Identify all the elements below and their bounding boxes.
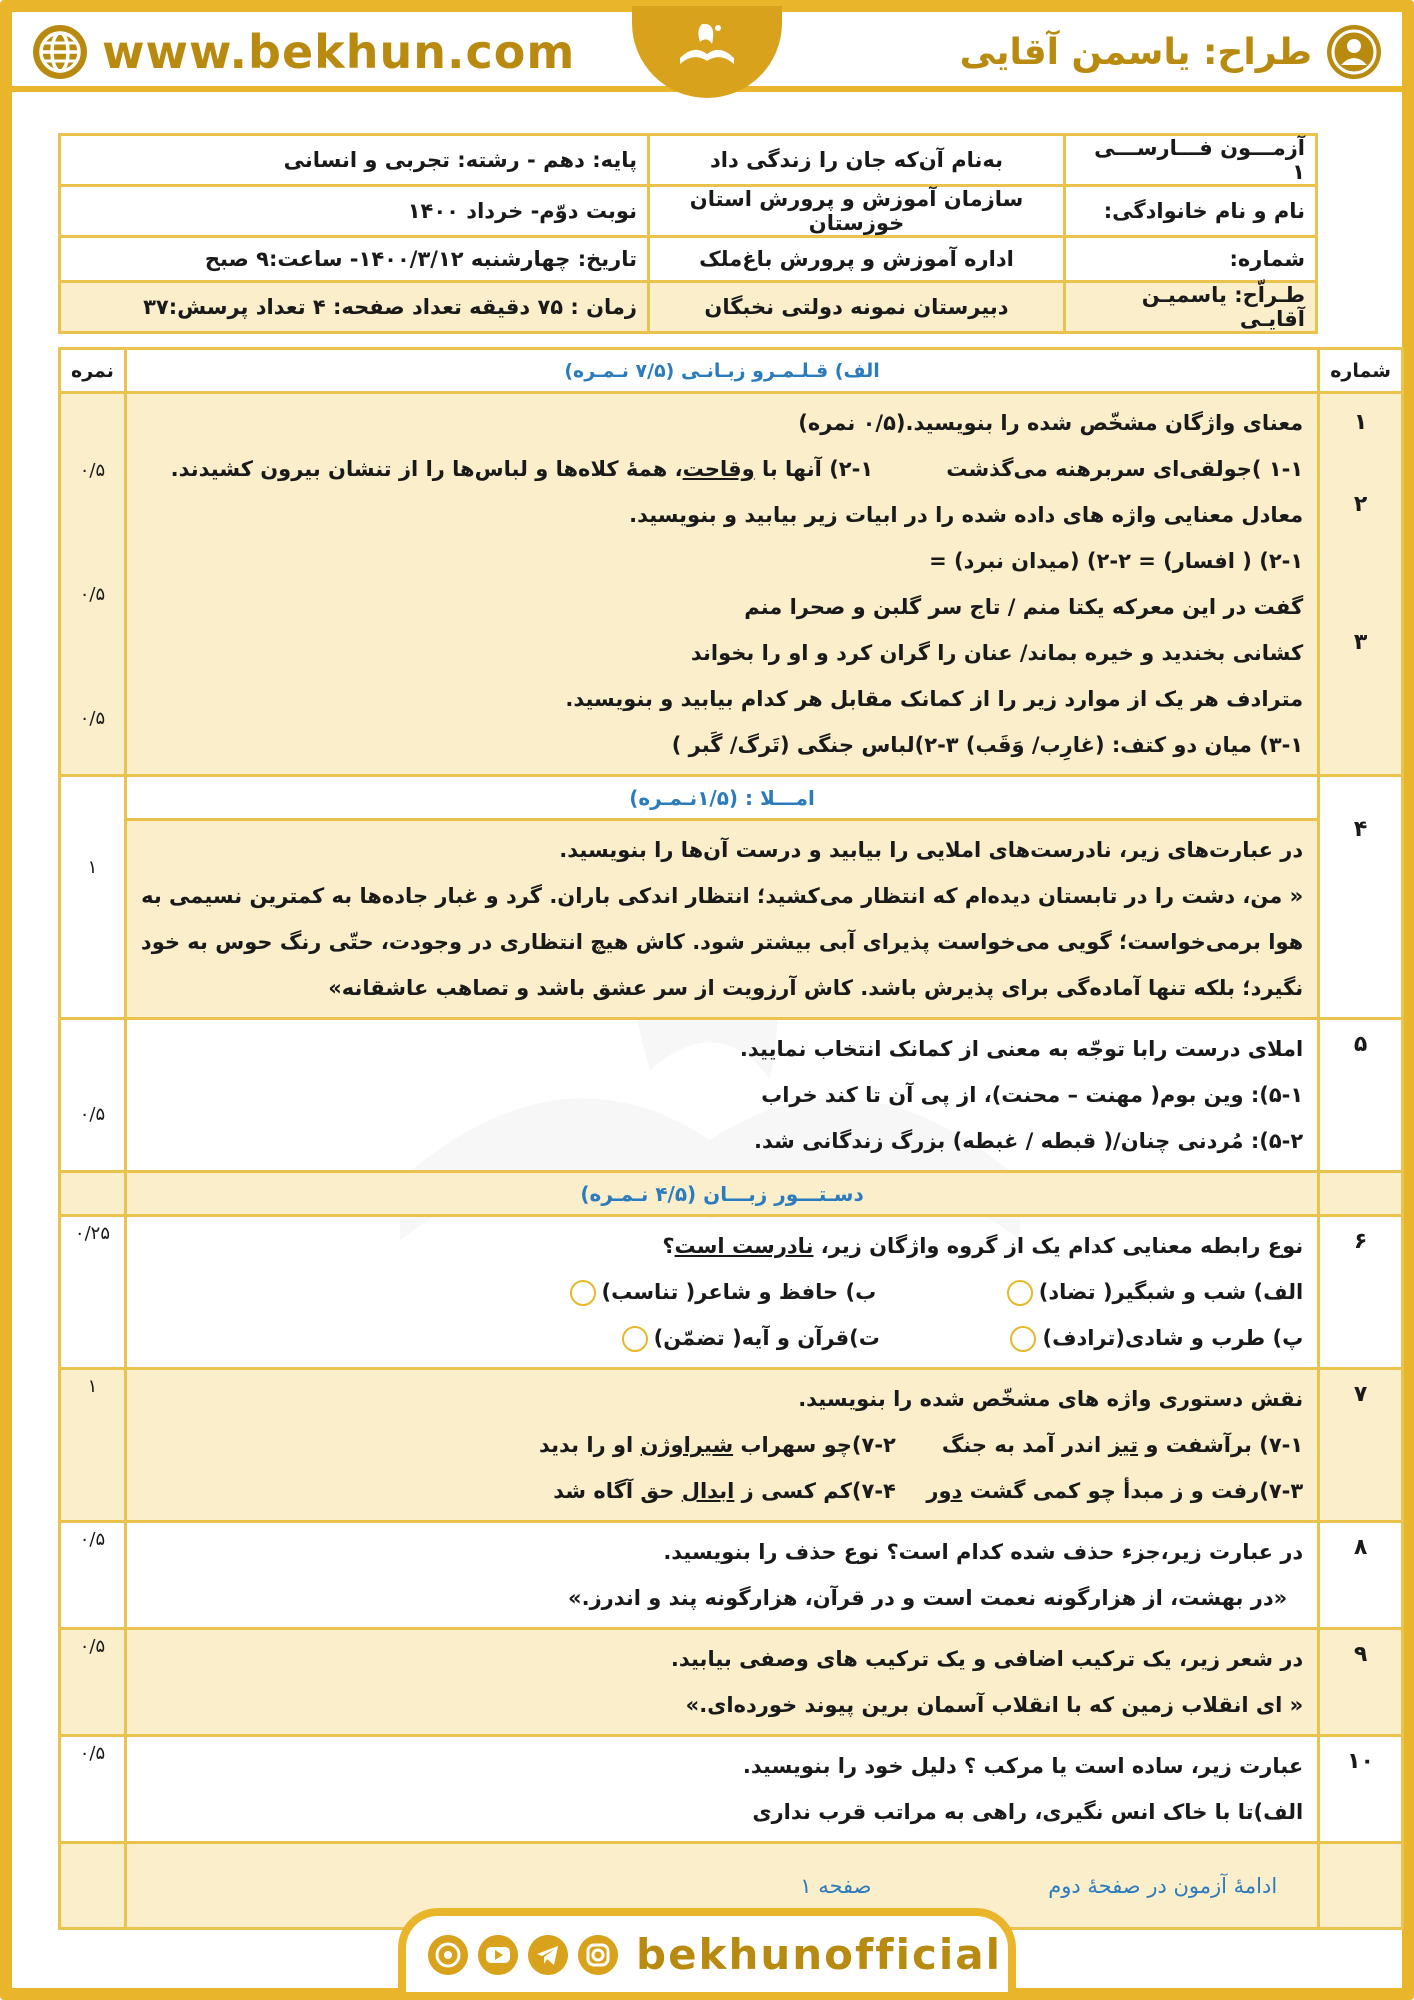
- q10-text: الف)تا با خاک انس نگیری، راهی به مراتب قرب نداری: [752, 1800, 1304, 1824]
- question-score: ۰/۵: [60, 1736, 126, 1843]
- name-field: نام و نام خانوادگی:: [1065, 186, 1317, 237]
- question-number: ۱۰: [1319, 1736, 1403, 1843]
- q9-title: در شعر زیر، یک ترکیب اضافی و یک ترکیب های وصفی بیابید.: [670, 1647, 1304, 1671]
- q4-title: در عبارت‌های زیر، نادرست‌های املایی را بیابید و درست آن‌ها را بنویسید.: [559, 838, 1304, 862]
- social-links: [428, 1930, 1002, 1979]
- q6-title-end: ؟: [662, 1234, 675, 1258]
- question-body: [125, 393, 1318, 776]
- q2-title: معادل معنایی واژه های داده شده را در ابیات زیر بیابید و بنویسید.: [629, 503, 1304, 527]
- section-row: [60, 1172, 1403, 1216]
- q2-verse-1: گفت در این معرکه یکتا منم / تاج سر گلبن و صحرا منم: [744, 595, 1304, 619]
- q1-score: ۰/۵: [79, 460, 106, 481]
- question-number: ۵: [1319, 1019, 1403, 1172]
- question-number: ۶: [1319, 1216, 1403, 1369]
- question-body: [125, 1629, 1318, 1736]
- social-bar: [398, 1908, 1016, 1992]
- q7-item-3-text: ۷-۳)رفت و ز مبدأ چو کمی گشت: [962, 1479, 1304, 1503]
- question-row: [60, 1629, 1403, 1736]
- school-name: دبیرستان نمونه دولتی نخبگان: [649, 282, 1065, 333]
- q2-score: ۰/۵: [79, 584, 106, 605]
- q5-item-1: ۵-۱): وین بوم( مهنت – محنت)، از پی آن تا کند خراب: [761, 1083, 1304, 1107]
- social-handle[interactable]: bekhunofficial: [636, 1930, 1003, 1979]
- time-field: زمان : ۷۵ دقیقه تعداد صفحه: ۴ تعداد پرسش:۳۷: [60, 282, 649, 333]
- q7-item-2-text: ۷-۲)چو سهراب: [733, 1433, 896, 1457]
- org-line-2: اداره آموزش و پرورش باغ‌ملک: [649, 237, 1065, 282]
- q7-row-1: [141, 1422, 1303, 1468]
- date-field: تاریخ: چهارشنبه ۱۴۰۰/۳/۱۲- ساعت:۹ صبح: [60, 237, 649, 282]
- question-row: [60, 1522, 1403, 1629]
- exam-header-table: [58, 133, 1318, 334]
- q6-title: [141, 1223, 1303, 1269]
- question-row: [60, 1369, 1403, 1522]
- question-score: ۱: [60, 776, 126, 1019]
- book-logo-icon: [672, 14, 742, 84]
- q6-option-te: ت)قرآن و آیه( تضمّن): [653, 1326, 880, 1350]
- q8-text: «در بهشت، از هزارگونه نعمت است و در قرآن، هزارگونه پند و اندرز.»: [568, 1586, 1288, 1610]
- q7-item-4-text: ۷-۴)کم کسی ز: [734, 1479, 896, 1503]
- q3-title: مترادف هر یک از موارد زیر را از کمانک مقابل هر کدام بیابید و بنویسید.: [565, 687, 1304, 711]
- q6-option-alef: الف) شب و شبگیر( تضاد): [1038, 1280, 1304, 1304]
- site-url[interactable]: www.bekhun.com: [102, 25, 576, 79]
- q3-items: ۳-۱) میان دو کتف: (غارِب/ وَقَب) ۳-۲)لباس جنگی (تَرگ/ گَبر ): [671, 733, 1304, 757]
- q1-title: معنای واژگان مشخّص شده را بنویسید.(۰/۵ نمره): [798, 411, 1304, 435]
- q7-row-2: [141, 1468, 1303, 1514]
- q7-item-1-underlined: تیز: [1108, 1433, 1139, 1457]
- question-row: [60, 1736, 1403, 1843]
- designer-badge: [960, 24, 1382, 80]
- bism-line: به‌نام آن‌که جان را زندگی داد: [649, 135, 1065, 186]
- q7-item-1: [903, 1422, 1303, 1468]
- section-title-dastur: دسـتـــور زبـــان (۴/۵ نـمـره): [125, 1172, 1318, 1216]
- question-row: [60, 820, 1403, 1019]
- q6-option-pe: پ) طرب و شادی(ترادف): [1042, 1326, 1304, 1350]
- instagram-icon[interactable]: [578, 1935, 618, 1975]
- q6-underlined: نادرست است: [674, 1234, 814, 1258]
- grade-field: پایه: دهم - رشته: تجربی و انسانی: [60, 135, 649, 186]
- question-body: [125, 1736, 1318, 1843]
- q6-title-text: نوع رابطه معنایی کدام یک از گروه واژگان زیر،: [813, 1234, 1304, 1258]
- podcast-icon[interactable]: [428, 1935, 468, 1975]
- q9-text: « ای انقلاب زمین که با انقلاب آسمان برین پیوند خورده‌ای.»: [685, 1693, 1304, 1717]
- q4-line-3: نگیرد؛ بلکه تنها آماده‌گی برای پذیرش باشد. کاش آرزویت از سر عشق باشد و تصاهب عاشقانه»: [328, 976, 1304, 1000]
- session-field: نوبت دوّم- خرداد ۱۴۰۰: [60, 186, 649, 237]
- q8-title: در عبارت زیر،جزء حذف شده کدام است؟ نوع حذف را بنویسید.: [663, 1540, 1304, 1564]
- q7-item-1-rest: اندر آمد به جنگ: [941, 1433, 1109, 1457]
- q1-items: [141, 446, 1303, 492]
- question-body: [125, 1522, 1318, 1629]
- question-score: ۰/۵: [60, 1629, 126, 1736]
- question-row: [60, 1216, 1403, 1369]
- question-score: ۰/۵: [60, 1522, 126, 1629]
- col-score: نمره: [60, 349, 126, 393]
- question-body: [125, 1019, 1318, 1172]
- q7-item-3: [903, 1468, 1303, 1514]
- org-line-1: سازمان آموزش و پرورش استان خوزستان: [649, 186, 1065, 237]
- q3-number: ۳: [1353, 630, 1368, 655]
- question-score: ۰/۲۵: [60, 1216, 126, 1369]
- question-score: ۰/۵: [60, 1019, 126, 1172]
- question-number: ۸: [1319, 1522, 1403, 1629]
- q3-score: ۰/۵: [79, 708, 106, 729]
- q7-item-4-underlined: ابدال: [681, 1479, 735, 1503]
- option-radio[interactable]: [1010, 1326, 1036, 1352]
- continue-note: ادامهٔ آزمون در صفحهٔ دوم: [1048, 1873, 1278, 1898]
- q7-item-4-rest: حق آگاه شد: [553, 1479, 682, 1503]
- site-link[interactable]: [32, 24, 575, 80]
- telegram-icon[interactable]: [528, 1935, 568, 1975]
- option-radio[interactable]: [622, 1326, 648, 1352]
- q1-underlined-word: وقاحت: [682, 457, 755, 481]
- question-body: [125, 820, 1318, 1019]
- question-body: [125, 1369, 1318, 1522]
- question-number: ۷: [1319, 1369, 1403, 1522]
- q1-number: ۱: [1353, 410, 1368, 435]
- question-row: [60, 776, 1403, 820]
- youtube-icon[interactable]: [478, 1935, 518, 1975]
- option-radio[interactable]: [570, 1280, 596, 1306]
- section-title-zaban: الف) قـلـمـرو زبـانـی (۷/۵ نـمـره): [125, 349, 1318, 393]
- q7-item-3-underlined: دور: [926, 1479, 963, 1503]
- number-field: شماره:: [1065, 237, 1317, 282]
- option-radio[interactable]: [1007, 1280, 1033, 1306]
- q7-item-2-underlined: شیراوژن: [640, 1433, 734, 1457]
- q6-option-be: ب) حافظ و شاعر( تناسب): [601, 1280, 877, 1304]
- globe-icon: [32, 24, 88, 80]
- q7-title: نقش دستوری واژه های مشخّص شده را بنویسید.: [798, 1387, 1304, 1411]
- q10-title: عبارت زیر، ساده است یا مرکب ؟ دلیل خود را بنویسید.: [742, 1754, 1304, 1778]
- q6-options-row-1: [141, 1269, 1303, 1315]
- q1-item-2-rest: ، همهٔ کلاه‌ها و لباس‌ها را از تنشان بیرون کشیدند.: [170, 457, 683, 481]
- questions-table: [58, 347, 1404, 1930]
- question-number: [1319, 393, 1403, 776]
- question-number: ۴: [1319, 776, 1403, 1019]
- empty-cell: [60, 1172, 126, 1216]
- q5-title: املای درست رابا توجّه به معنی از کمانک انتخاب نمایید.: [739, 1037, 1304, 1061]
- empty-cell: [1319, 1172, 1403, 1216]
- question-body: [125, 1216, 1318, 1369]
- empty-cell: [1319, 1843, 1403, 1929]
- q4-line-2: هوا برمی‌خواست؛ گویی می‌خواست پذیرای آبی بیشتر شود. کاش هیچ انتظاری در وجودت، حتّی رنگ حوس به خود: [140, 930, 1304, 954]
- q4-line-1: « من، دشت را در تابستان دیده‌ام که انتظار می‌کشید؛ انتظار اندکی باران. گرد و غبار جاده‌ها به کمترین نسیمی به: [141, 884, 1304, 908]
- score-cell: [60, 393, 126, 776]
- q2-items: ۲-۱) ( افسار) = ۲-۲) (میدان نبرد) =: [929, 549, 1304, 573]
- page-number: صفحه ۱: [800, 1873, 872, 1898]
- q5-item-2: ۵-۲): مُردنی چنان/( قبطه / غبطه) بزرگ زندگانی شد.: [754, 1129, 1304, 1153]
- question-number: ۹: [1319, 1629, 1403, 1736]
- exam-title: آزمـــون فـــارســـی ۱: [1065, 135, 1317, 186]
- q2-number: ۲: [1353, 492, 1368, 517]
- empty-cell: [60, 1843, 126, 1929]
- designer-label: طراح: یاسمن آقایی: [959, 31, 1312, 73]
- user-icon: [1326, 24, 1382, 80]
- col-number: شماره: [1319, 349, 1403, 393]
- designer-field: طـراّح: یاسمیـن آقایـی: [1065, 282, 1317, 333]
- question-row: [60, 393, 1403, 776]
- question-score: ۱: [60, 1369, 126, 1522]
- section-title-imla: امـــلا : (۱/۵نـمـره): [125, 776, 1318, 820]
- q1-item-2: ۱-۲) آنها با: [754, 457, 874, 481]
- q7-item-1-text: ۷-۱) برآشفت و: [1138, 1433, 1304, 1457]
- q2-verse-2: کشانی بخندید و خیره بماند/ عنان را گران کرد و او را بخواند: [690, 641, 1304, 665]
- question-row: [60, 1019, 1403, 1172]
- q7-item-2-rest: او را بدید: [539, 1433, 641, 1457]
- q6-options-row-2: [141, 1315, 1303, 1361]
- q1-item-1: ۱-۱ )جولقی‌ای سربرهنه می‌گذشت: [946, 457, 1304, 481]
